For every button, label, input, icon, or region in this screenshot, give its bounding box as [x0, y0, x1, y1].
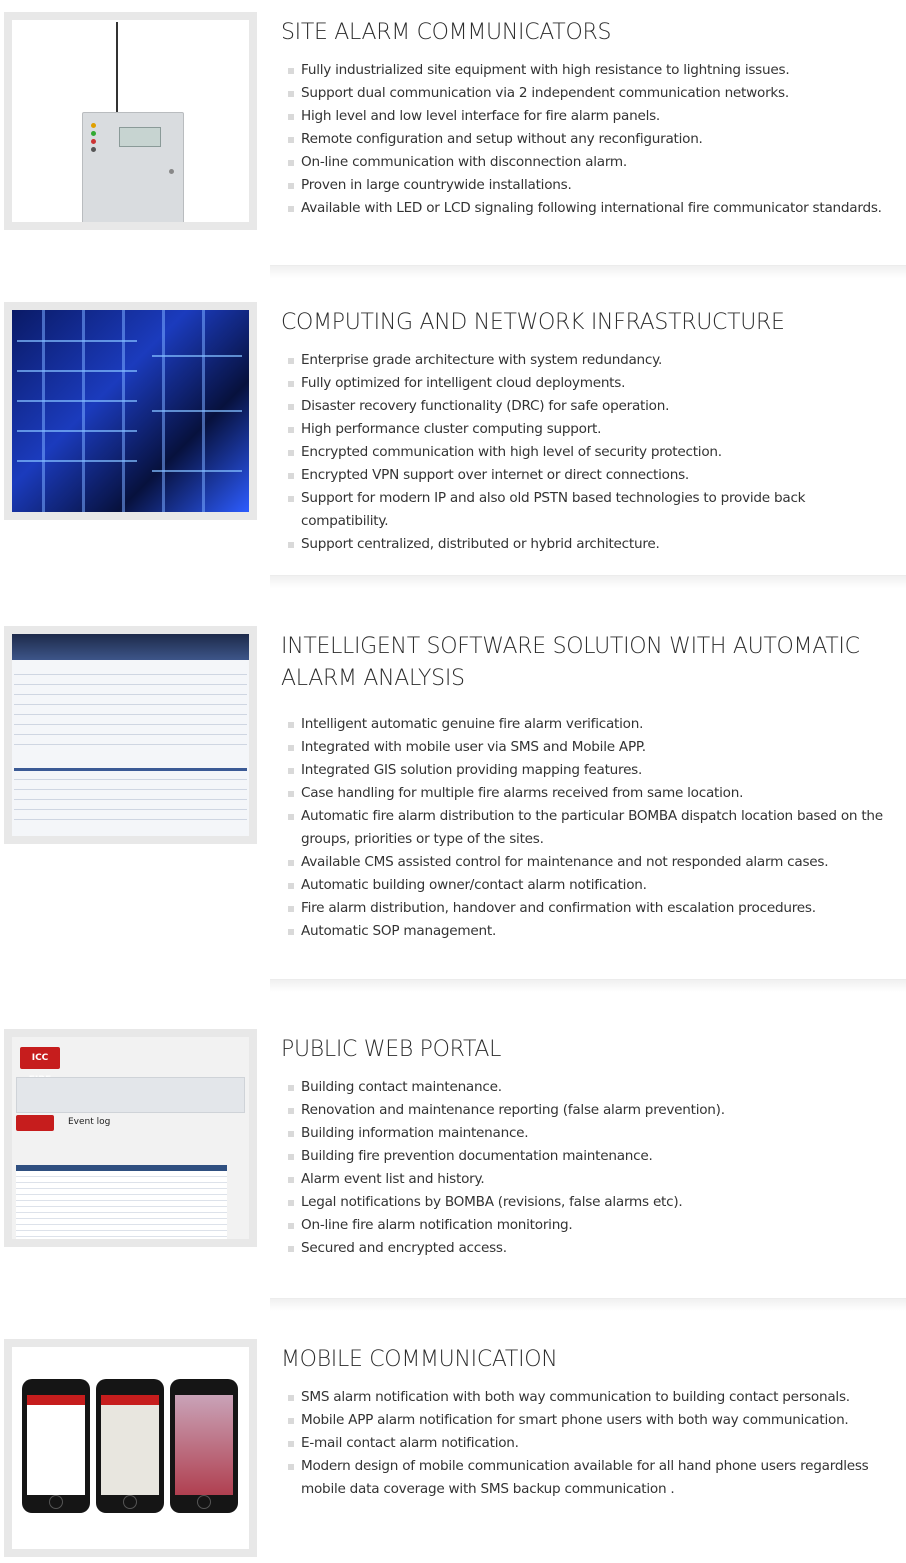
- communicator-panel-image: [4, 12, 257, 230]
- table-line: [14, 724, 247, 725]
- feature-list: [284, 713, 894, 943]
- web-portal-screenshot-image: [4, 1029, 257, 1247]
- software-toolbar-graphic: [12, 634, 249, 660]
- feature-item: Integrated with mobile user via SMS and Mobile APP.: [284, 736, 894, 759]
- feature-item: E-mail contact alarm notification.: [284, 1432, 894, 1455]
- table-line: [14, 734, 247, 735]
- feature-item: Intelligent automatic genuine fire alarm verification.: [284, 713, 894, 736]
- event-table-graphic: [16, 1165, 227, 1239]
- home-button-icon: [123, 1495, 137, 1509]
- feature-item: Fully optimized for intelligent cloud deployments.: [284, 372, 894, 395]
- feature-item: On-line communication with disconnection alarm.: [284, 151, 894, 174]
- table-line: [14, 744, 247, 745]
- phone-graphic: [96, 1379, 164, 1513]
- table-line: [14, 768, 247, 771]
- feature-item: Available with LED or LCD signaling following international fire communicator standards.: [284, 197, 894, 220]
- server-row: [152, 355, 242, 357]
- server-row: [17, 460, 137, 462]
- feature-item: Support centralized, distributed or hybrid architecture.: [284, 533, 894, 556]
- feature-item-continuation: groups, priorities or type of the sites.: [301, 831, 544, 847]
- feature-item: Integrated GIS solution providing mapping features.: [284, 759, 894, 782]
- feature-item: Case handling for multiple fire alarms received from same location.: [284, 782, 894, 805]
- feature-item: Automatic SOP management.: [284, 920, 894, 943]
- feature-item: Remote configuration and setup without any reconfiguration.: [284, 128, 894, 151]
- feature-item: Mobile APP alarm notification for smart phone users with both way communication.: [284, 1409, 894, 1432]
- home-button-icon: [197, 1495, 211, 1509]
- feature-item: Legal notifications by BOMBA (revisions, false alarms etc).: [284, 1191, 894, 1214]
- table-line: [14, 779, 247, 780]
- section-divider: [270, 575, 906, 588]
- feature-item-continuation: mobile data coverage with SMS backup communication .: [301, 1481, 675, 1497]
- feature-item: Encrypted VPN support over internet or direct connections.: [284, 464, 894, 487]
- feature-item: Renovation and maintenance reporting (false alarm prevention).: [284, 1099, 894, 1122]
- icc-fire-logo-small: [16, 1115, 54, 1131]
- feature-item: Support for modern IP and also old PSTN based technologies to provide back compatibility.: [284, 487, 894, 533]
- phone-screen: [175, 1395, 233, 1495]
- icc-fire-logo: ICC: [20, 1047, 60, 1069]
- section-title: [281, 631, 860, 695]
- antenna-graphic: [116, 22, 118, 118]
- feature-item: Fully industrialized site equipment with high resistance to lightning issues.: [284, 59, 894, 82]
- server-row: [152, 470, 242, 472]
- feature-item: Support dual communication via 2 independent communication networks.: [284, 82, 894, 105]
- server-racks-image: [4, 302, 257, 520]
- feature-item: Building contact maintenance.: [284, 1076, 894, 1099]
- server-row: [17, 370, 137, 372]
- phone-graphic: [22, 1379, 90, 1513]
- feature-item: On-line fire alarm notification monitoring.: [284, 1214, 894, 1237]
- phone-graphic: [170, 1379, 238, 1513]
- software-screenshot-image: [4, 626, 257, 844]
- feature-item: Modern design of mobile communication available for all hand phone users regardless: [284, 1455, 894, 1478]
- section-title: COMPUTING AND NETWORK INFRASTRUCTURE: [281, 310, 785, 335]
- phone-screen: [27, 1395, 85, 1495]
- section-title: MOBILE COMMUNICATION: [281, 1347, 558, 1372]
- smartphones-image: [4, 1339, 257, 1557]
- feature-list: [284, 349, 894, 556]
- feature-item: Fire alarm distribution, handover and confirmation with escalation procedures.: [284, 897, 894, 920]
- feature-item: Enterprise grade architecture with system redundancy.: [284, 349, 894, 372]
- feature-item: SMS alarm notification with both way communication to building contact personals.: [284, 1386, 894, 1409]
- led-indicator-icon: [91, 123, 96, 128]
- feature-item: Automatic fire alarm distribution to the particular BOMBA dispatch location based on the: [284, 805, 894, 828]
- feature-list: [284, 1386, 894, 1501]
- section-divider: [270, 979, 906, 992]
- table-line: [14, 674, 247, 675]
- lcd-display-graphic: [119, 127, 161, 147]
- feature-item: Secured and encrypted access.: [284, 1237, 894, 1260]
- feature-item: Proven in large countrywide installations.: [284, 174, 894, 197]
- event-log-heading: Event log: [68, 1117, 111, 1127]
- feature-item: High level and low level interface for fire alarm panels.: [284, 105, 894, 128]
- panel-box-graphic: [82, 112, 184, 222]
- server-row: [17, 430, 137, 432]
- section-divider: [270, 265, 906, 278]
- feature-item: Encrypted communication with high level of security protection.: [284, 441, 894, 464]
- phone-screen: [101, 1395, 159, 1495]
- key-lock-icon: [169, 169, 174, 174]
- led-indicator-icon: [91, 139, 96, 144]
- section-title: SITE ALARM COMMUNICATORS: [281, 20, 612, 45]
- feature-item: Building information maintenance.: [284, 1122, 894, 1145]
- home-button-icon: [49, 1495, 63, 1509]
- table-line: [14, 799, 247, 800]
- feature-item: Disaster recovery functionality (DRC) for safe operation.: [284, 395, 894, 418]
- led-indicator-icon: [91, 131, 96, 136]
- feature-list: [284, 59, 894, 220]
- table-line: [14, 684, 247, 685]
- table-line: [14, 809, 247, 810]
- table-line: [14, 704, 247, 705]
- table-line: [14, 714, 247, 715]
- table-line: [14, 789, 247, 790]
- feature-item: Building fire prevention documentation maintenance.: [284, 1145, 894, 1168]
- portal-form-graphic: [16, 1077, 245, 1113]
- server-row: [17, 340, 137, 342]
- table-line: [14, 694, 247, 695]
- section-title-line: INTELLIGENT SOFTWARE SOLUTION WITH AUTOMATIC: [281, 634, 860, 659]
- feature-item: Automatic building owner/contact alarm notification.: [284, 874, 894, 897]
- server-row: [17, 400, 137, 402]
- led-indicator-icon: [91, 147, 96, 152]
- table-line: [14, 819, 247, 820]
- feature-item: Available CMS assisted control for maintenance and not responded alarm cases.: [284, 851, 894, 874]
- feature-item: Alarm event list and history.: [284, 1168, 894, 1191]
- section-title-line: ALARM ANALYSIS: [281, 666, 465, 691]
- feature-list: [284, 1076, 894, 1260]
- feature-item: High performance cluster computing support.: [284, 418, 894, 441]
- section-divider: [270, 1298, 906, 1311]
- section-title: PUBLIC WEB PORTAL: [281, 1037, 502, 1062]
- server-row: [152, 410, 242, 412]
